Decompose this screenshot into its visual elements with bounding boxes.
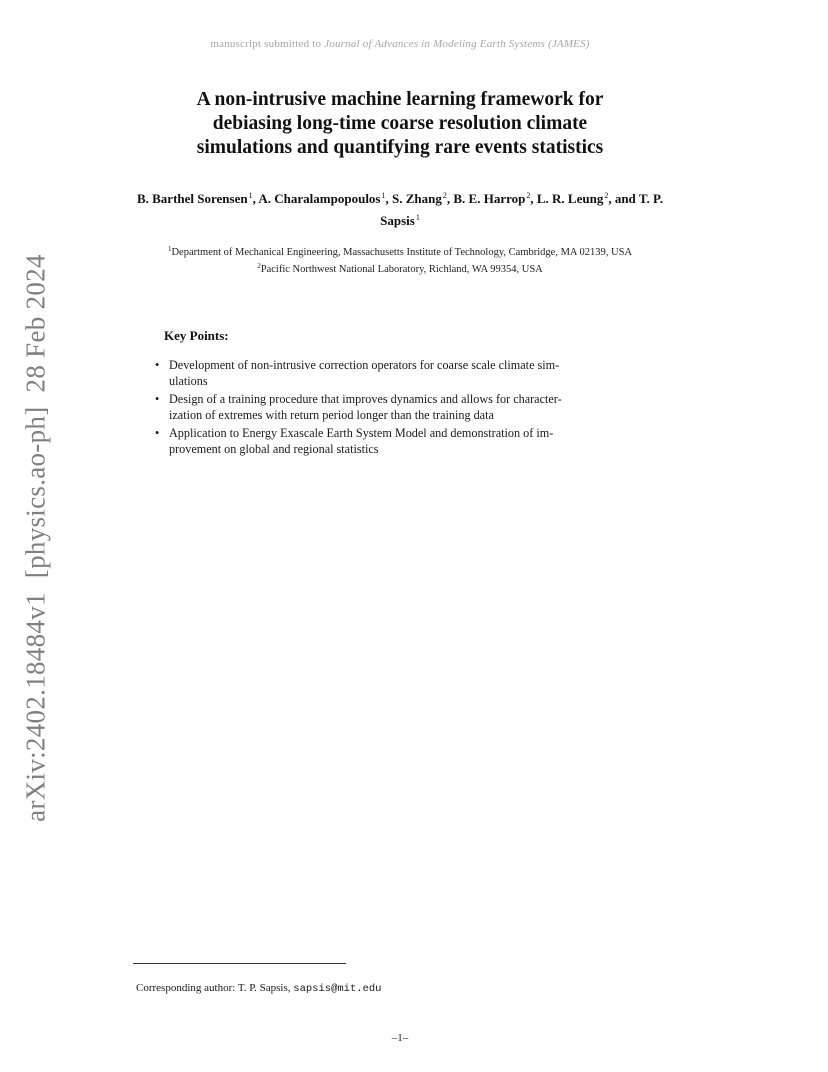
arxiv-date: 28 Feb 2024 bbox=[20, 254, 51, 393]
journal-name: Journal of Advances in Modeling Earth Systems (JAMES) bbox=[324, 38, 590, 50]
author-email: sapsis@mit.edu bbox=[293, 983, 382, 995]
affiliation-marker: 2 bbox=[442, 191, 447, 200]
footnote-divider bbox=[133, 963, 346, 964]
author-name: T. P. Sapsis bbox=[380, 191, 664, 228]
journal-header bbox=[0, 38, 800, 50]
key-points-section bbox=[150, 328, 660, 458]
author-name: L. R. Leung bbox=[536, 191, 604, 206]
affiliation-marker: 2 bbox=[604, 191, 609, 200]
footnote-label: Corresponding author: T. P. Sapsis, bbox=[136, 982, 294, 994]
affiliation-list bbox=[130, 243, 670, 276]
key-point-line: ization of extremes with return period longer than the training data bbox=[169, 408, 494, 423]
affiliation-marker: 1 bbox=[381, 191, 386, 200]
affiliation bbox=[130, 260, 670, 277]
author-name: S. Zhang bbox=[391, 191, 442, 206]
author-list bbox=[128, 186, 672, 230]
affiliation-marker: 1 bbox=[248, 191, 253, 200]
affiliation-text: Department of Mechanical Engineering, Massachusetts Institute of Technology, Cambridge, MA 02139, USA bbox=[171, 247, 633, 258]
affiliation-text: Pacific Northwest National Laboratory, Richland, WA 99354, USA bbox=[260, 263, 543, 275]
key-points-list bbox=[150, 357, 660, 457]
affiliation-number: 2 bbox=[257, 261, 261, 270]
key-point-item bbox=[150, 425, 660, 458]
arxiv-id: arXiv:2402.18484v1 bbox=[20, 592, 51, 822]
page-number: –1– bbox=[391, 1032, 409, 1044]
affiliation bbox=[130, 243, 670, 260]
arxiv-identifier-stamp bbox=[21, 254, 52, 822]
affiliation-marker: 2 bbox=[526, 191, 531, 200]
key-point-line: provement on global and regional statistics bbox=[169, 442, 379, 457]
author-name: B. E. Harrop bbox=[453, 191, 526, 206]
title-line: debiasing long-time coarse resolution climate bbox=[212, 113, 588, 134]
bullet-icon: • bbox=[155, 358, 160, 372]
author-separator: , bbox=[385, 191, 392, 206]
author-separator: , bbox=[530, 191, 537, 206]
author-separator: , bbox=[446, 191, 454, 206]
affiliation-number: 1 bbox=[167, 245, 172, 253]
arxiv-category: [physics.ao-ph] bbox=[20, 406, 51, 579]
author-name: A. Charalampopoulos bbox=[258, 191, 381, 206]
bullet-icon: • bbox=[155, 425, 160, 440]
author-name: B. Barthel Sorensen bbox=[136, 191, 248, 206]
key-point-line: Development of non-intrusive correction operators for coarse scale climate sim- bbox=[169, 358, 560, 372]
key-point-line: Design of a training procedure that improves dynamics and allows for character- bbox=[169, 391, 562, 406]
paper-title bbox=[0, 88, 800, 160]
key-point-line: Application to Energy Exascale Earth System Model and demonstration of im- bbox=[169, 425, 554, 440]
corresponding-author-footnote bbox=[136, 982, 381, 995]
header-prefix: manuscript submitted to bbox=[210, 38, 325, 50]
key-point-line: ulations bbox=[169, 374, 208, 389]
bullet-icon: • bbox=[155, 391, 160, 406]
author-separator: , and bbox=[608, 191, 639, 206]
title-line: A non-intrusive machine learning framework for bbox=[196, 89, 604, 110]
title-line: simulations and quantifying rare events statistics bbox=[196, 137, 604, 158]
key-point-item bbox=[150, 391, 660, 424]
key-points-heading: Key Points: bbox=[164, 328, 229, 343]
key-point-item bbox=[150, 357, 660, 390]
author-separator: , bbox=[252, 191, 259, 206]
affiliation-marker: 1 bbox=[415, 213, 420, 222]
